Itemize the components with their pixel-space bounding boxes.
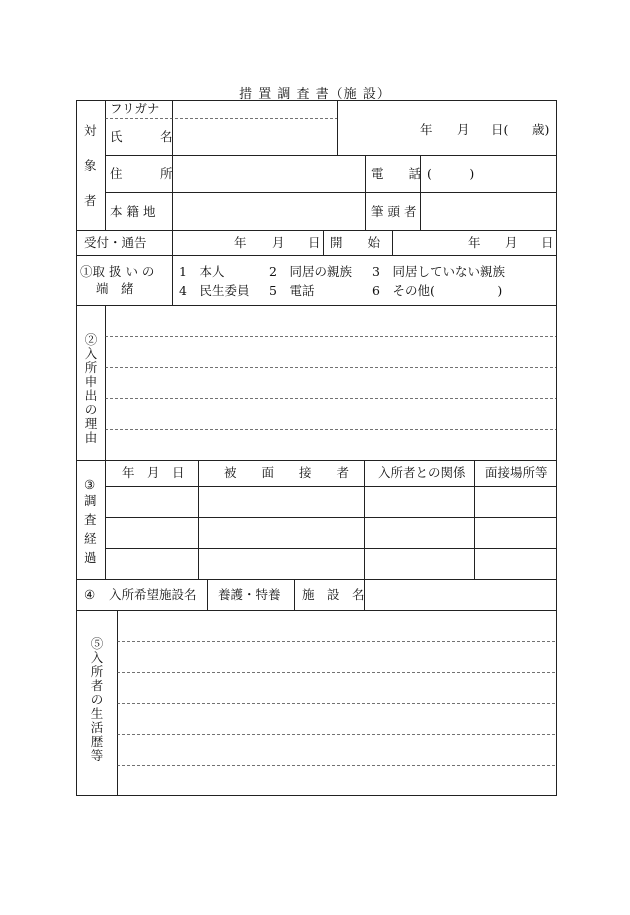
option-4: 4 民生委員 bbox=[179, 283, 250, 298]
phone-label: 電 話 bbox=[371, 166, 422, 181]
start-day: 日 bbox=[541, 235, 554, 250]
household-head-label: 筆 頭 者 bbox=[371, 204, 417, 219]
receipt-day: 日 bbox=[308, 235, 321, 250]
option-6: 6 その他( ) bbox=[372, 283, 503, 298]
section2-label: ②入所申出の理由 bbox=[84, 332, 98, 445]
section5-label: ⑤入所者の生活歴等 bbox=[90, 636, 104, 763]
domicile-label: 本 籍 地 bbox=[110, 204, 156, 219]
birth-year: 年 bbox=[420, 122, 433, 137]
start-month: 月 bbox=[505, 235, 518, 250]
section3-num: ③ bbox=[84, 477, 96, 492]
subject-label-3: 者 bbox=[84, 193, 97, 208]
section3-char-1: 調 bbox=[84, 493, 97, 508]
facility-name-label: 施 設 名 bbox=[302, 587, 365, 602]
section4-num: ④ bbox=[84, 587, 96, 602]
col-header-relation: 入所者との関係 bbox=[378, 465, 466, 480]
birth-day: 日( bbox=[491, 122, 509, 137]
section4-label: 入所希望施設名 bbox=[109, 587, 197, 602]
section3-char-4: 過 bbox=[84, 550, 97, 565]
subject-label-1: 対 bbox=[84, 123, 97, 138]
section1-label-line2: 端 緒 bbox=[96, 281, 134, 296]
receipt-month: 月 bbox=[272, 235, 285, 250]
option-2: 2 同居の親族 bbox=[269, 264, 352, 279]
option-1: 1 本人 bbox=[179, 264, 225, 279]
subject-label-2: 象 bbox=[84, 158, 97, 173]
birth-age: 歳) bbox=[532, 122, 550, 137]
address-label: 住 所 bbox=[110, 166, 173, 181]
col-header-date: 年 月 日 bbox=[122, 465, 185, 480]
section3-char-2: 査 bbox=[84, 512, 97, 527]
section1-label-line1: ①取 扱 い の bbox=[80, 264, 155, 279]
option-3: 3 同居していない親族 bbox=[372, 264, 505, 279]
phone-paren: ( ) bbox=[427, 166, 475, 181]
section4-type: 養護・特養 bbox=[218, 587, 281, 602]
col-header-interviewee: 被 面 接 者 bbox=[224, 465, 350, 480]
name-label: 氏 名 bbox=[110, 129, 173, 144]
form-title: 措 置 調 査 書（施 設） bbox=[239, 87, 391, 102]
start-year: 年 bbox=[468, 235, 481, 250]
col-header-place: 面接場所等 bbox=[485, 465, 548, 480]
start-label: 開 始 bbox=[330, 235, 381, 250]
receipt-year: 年 bbox=[234, 235, 247, 250]
furigana-label: フリガナ bbox=[110, 101, 160, 116]
option-5: 5 電話 bbox=[269, 283, 315, 298]
section3-char-3: 経 bbox=[84, 531, 97, 546]
birth-month: 月 bbox=[457, 122, 470, 137]
receipt-label: 受付・通告 bbox=[84, 235, 147, 250]
